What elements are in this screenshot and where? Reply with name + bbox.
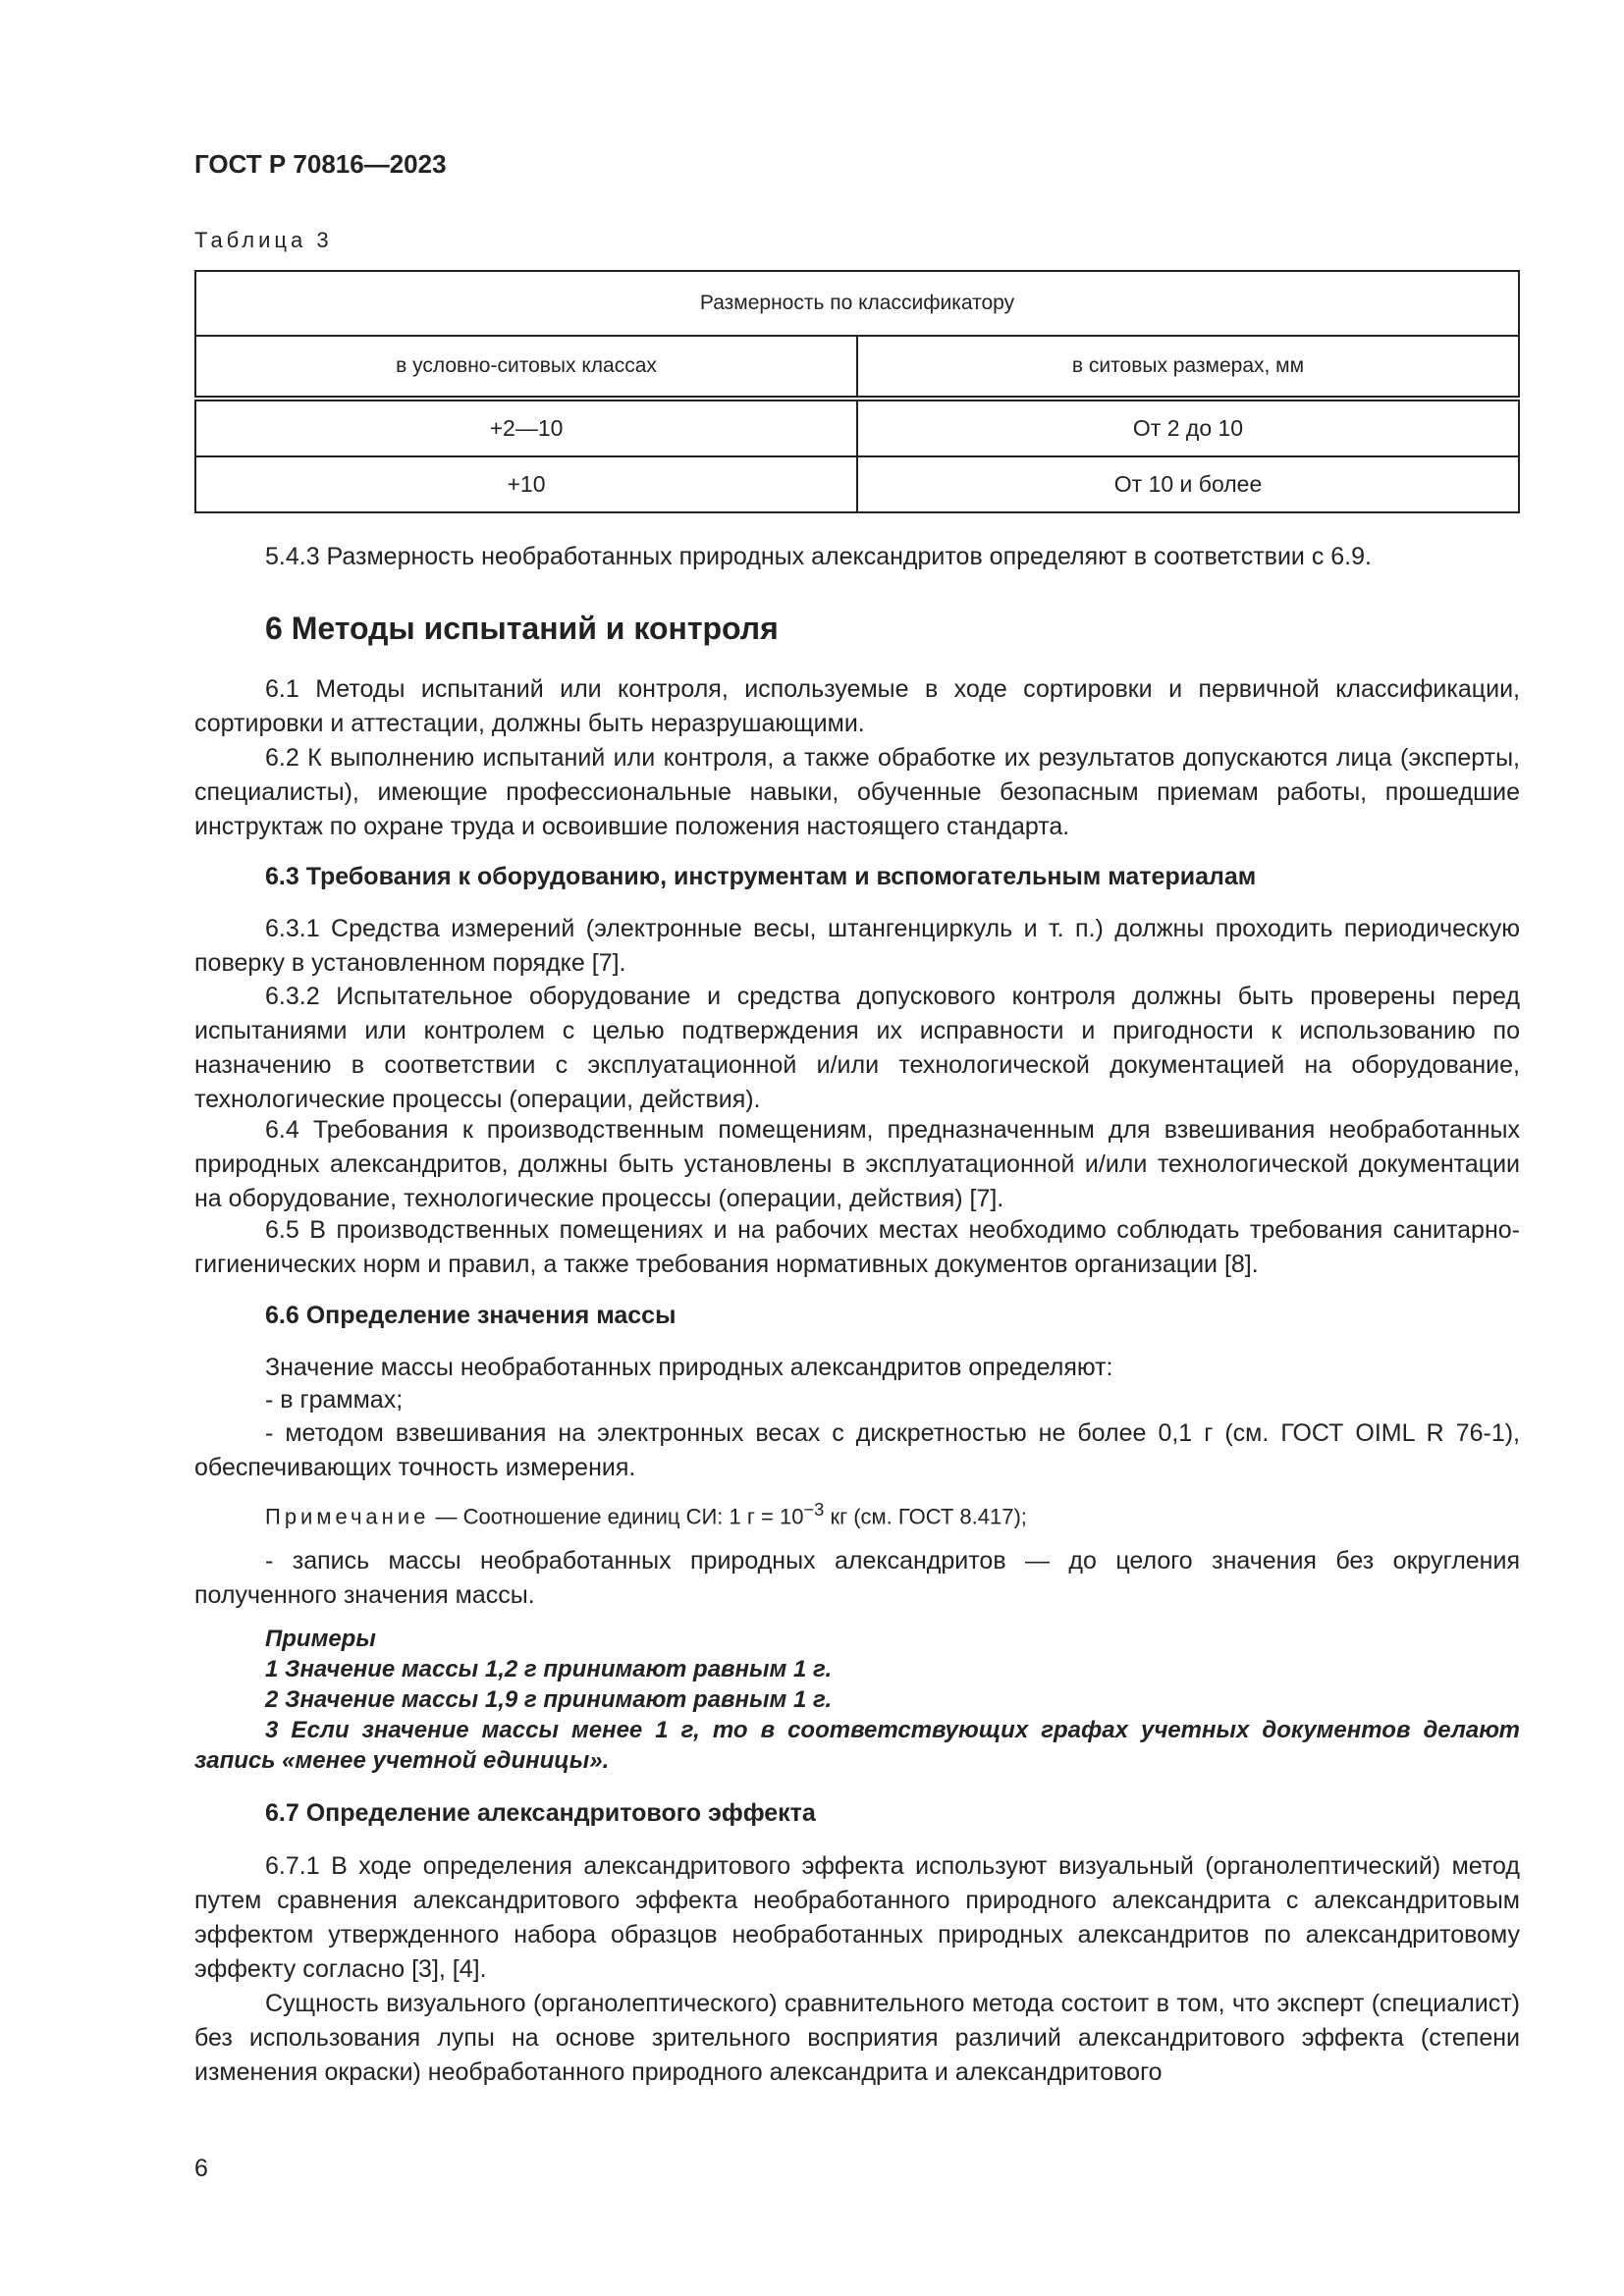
paragraph-6-3-2: 6.3.2 Испытательное оборудование и средства допускового контроля должны быть проверены перед испытаниями или контролем с целью подтверждения их исправности и пригодности к использованию по назначению в соответствии с эксплуатационной и/или технологической документацией на оборудование, технологические процессы (операции, действия). [194, 983, 1520, 1113]
note [194, 1492, 1520, 1533]
page-number: 6 [194, 2155, 208, 2182]
paragraph-6-2: 6.2 К выполнению испытаний или контроля, а также обработке их результатов допускаются лица (эксперты, специалисты), имеющие профессиональные навыки, обученные безопасным приемам работы, прошедшие инструктаж по охране труда и освоившие положения настоящего стандарта. [194, 744, 1520, 840]
note-tail: кг (см. ГОСТ 8.417); [824, 1504, 1027, 1529]
table-caption: Таблица 3 [194, 228, 333, 252]
table-cell: +2—10 [195, 399, 857, 456]
table-top-header: Размерность по классификатору [195, 271, 1519, 336]
examples-title: Примеры [265, 1626, 376, 1652]
paragraph-6-7-1-cont: Сущность визуального (органолептического) сравнительного метода состоит в том, что эксперт (специалист) без использования лупы на основе зрительного восприятия различий александритового эффекта (степени изменения окраски) необработанного природного александрита и александритового [194, 1990, 1520, 2086]
table-cell: От 10 и более [857, 456, 1519, 512]
table-col-header: в ситовых размерах, мм [857, 336, 1519, 399]
classification-table [194, 270, 1520, 513]
list-item: - методом взвешивания на электронных весах с дискретностью не более 0,1 г (см. ГОСТ OIML R 76-1), обеспечивающих точность измерения. [194, 1419, 1520, 1481]
list-item: - в граммах; [265, 1386, 404, 1414]
section-6-3-heading: 6.3 Требования к оборудованию, инструментам и вспомогательным материалам [265, 863, 1257, 890]
section-6-7-heading: 6.7 Определение александритового эффекта [265, 1799, 816, 1827]
document-header: ГОСТ Р 70816—2023 [194, 149, 447, 179]
note-label: Примечание [265, 1504, 430, 1529]
paragraph-6-3-1: 6.3.1 Средства измерений (электронные весы, штангенциркуль и т. п.) должны проходить периодическую поверку в установленном порядке [7]. [194, 915, 1520, 977]
note-exponent: −3 [803, 1499, 825, 1520]
examples-block [194, 1624, 1520, 1776]
section-6-6-heading: 6.6 Определение значения массы [265, 1302, 677, 1329]
paragraph-6-7-1: 6.7.1 В ходе определения александритового эффекта используют визуальный (органолептический) метод путем сравнения александритового эффекта необработанного природного александрита с александритовым эффектом утвержденного набора образцов необработанных природных александритов по александритовому эффекту согласно [3], [4]. [194, 1852, 1520, 1983]
example-item: 2 Значение массы 1,9 г принимают равным 1 г. [265, 1686, 833, 1713]
paragraph-5-4-3: 5.4.3 Размерность необработанных природных александритов определяют в соответствии с 6.9. [265, 543, 1372, 570]
table-cell: +10 [195, 456, 857, 512]
note-text: — Соотношение единиц СИ: 1 г = 10 [429, 1504, 804, 1529]
section-6-heading: 6 Методы испытаний и контроля [265, 611, 779, 646]
table-col-header: в условно-ситовых классах [195, 336, 857, 399]
list-item: - запись массы необработанных природных александритов — до целого значения без округления полученного значения массы. [194, 1547, 1520, 1609]
table-cell: От 2 до 10 [857, 399, 1519, 456]
table-row [195, 456, 1519, 512]
example-item: 3 Если значение массы менее 1 г, то в соответствующих графах учетных документов делают запись «менее учетной единицы». [194, 1717, 1520, 1774]
example-item: 1 Значение массы 1,2 г принимают равным 1 г. [265, 1656, 833, 1682]
paragraph-6-1: 6.1 Методы испытаний или контроля, используемые в ходе сортировки и первичной классификации, сортировки и аттестации, должны быть неразрушающими. [194, 675, 1520, 737]
paragraph-6-4: 6.4 Требования к производственным помещениям, предназначенным для взвешивания необработанных природных александритов, должны быть установлены в эксплуатационной и/или технологической документации на оборудование, технологические процессы (операции, действия) [7]. [194, 1116, 1520, 1212]
table-row [195, 399, 1519, 456]
paragraph-6-5: 6.5 В производственных помещениях и на рабочих местах необходимо соблюдать требования санитарно-гигиенических норм и правил, а также требования нормативных документов организации [8]. [194, 1216, 1520, 1278]
paragraph-6-6-intro: Значение массы необработанных природных александритов определяют: [265, 1354, 1113, 1381]
